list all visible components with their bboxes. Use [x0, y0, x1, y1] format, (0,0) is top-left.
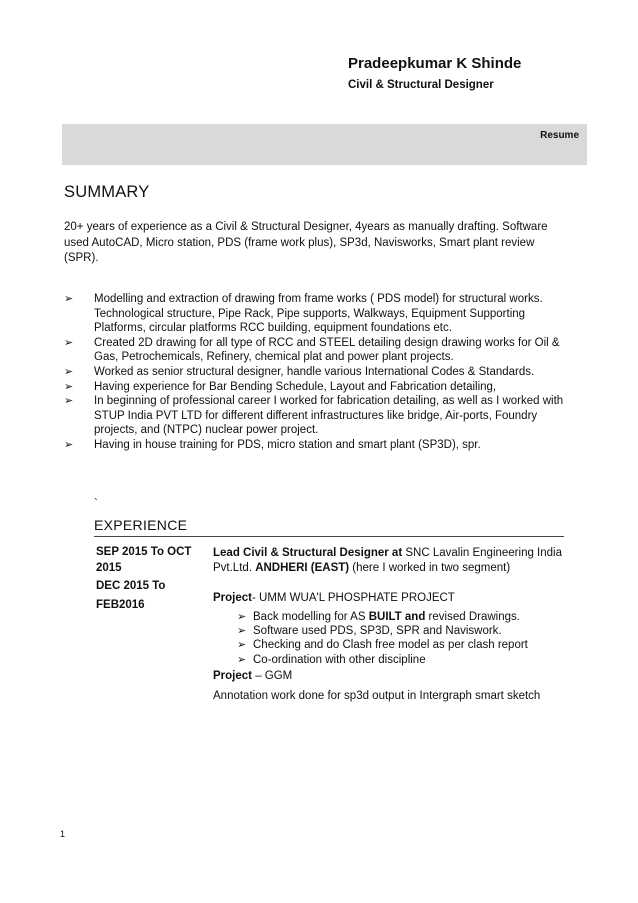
summary-bullet-text: In beginning of professional career I worked for fabrication detailing, as well as I worked with STUP India PVT LTD for different different infrastructures like bridge, Air-ports, Foundry projects, and (NTPC) nuclear power project.: [94, 395, 564, 437]
arrow-bullet-icon: ➢: [64, 293, 74, 305]
summary-bullet: [64, 380, 564, 395]
project-name: – GGM: [252, 670, 293, 683]
summary-bullet-text: Worked as senior structural designer, handle various International Codes & Standards.: [94, 365, 535, 378]
summary-bullet: [64, 292, 564, 336]
arrow-bullet-icon: ➢: [64, 438, 74, 451]
summary-bullet: [64, 394, 564, 438]
company-name: SNC Lavalin Engineering India Pvt.Ltd.: [213, 547, 562, 575]
summary-bullet-text: Created 2D drawing for all type of RCC and STEEL detailing design drawing works for Oil & Gas, Petrochemicals, Refinery, chemical plat and power plant projects.: [94, 336, 560, 364]
arrow-bullet-icon: ➢: [64, 336, 74, 349]
project-bullet-text: Back modelling for AS: [253, 610, 369, 623]
arrow-bullet-icon: ➢: [64, 395, 74, 408]
arrow-bullet-icon: ➢: [237, 639, 247, 652]
job-heading: [213, 546, 568, 576]
job-role: Lead Civil & Structural Designer at: [213, 547, 403, 559]
location-note: (here I worked in two segment): [349, 562, 511, 575]
project-bullet: [237, 638, 568, 652]
summary-bullet-text: Having in house training for PDS, micro station and smart plant (SP3D), spr.: [94, 438, 481, 451]
experience-divider: [94, 536, 564, 537]
stray-mark: `: [94, 498, 98, 510]
project-bullet: [237, 610, 568, 624]
project-heading: [213, 591, 568, 606]
date-range: DEC 2015 To: [96, 580, 166, 592]
project-label: Project: [213, 670, 252, 683]
project-description: Annotation work done for sp3d output in Intergraph smart sketch: [213, 690, 541, 703]
experience-heading: EXPERIENCE: [94, 517, 188, 533]
resume-label: Resume: [540, 130, 579, 141]
date-range: FEB2016: [96, 598, 145, 611]
summary-bullet-text: Having experience for Bar Bending Schedule, Layout and Fabrication detailing,: [94, 380, 497, 393]
project-label: Project: [213, 592, 252, 605]
project-bullet-text: Co-ordination with other discipline: [253, 653, 426, 666]
job-location: ANDHERI (EAST): [255, 562, 350, 575]
header-band: [62, 124, 587, 165]
candidate-title: Civil & Structural Designer: [348, 79, 494, 91]
project-bullet-text: Software used PDS, SP3D, SPR and Naviswork.: [253, 625, 502, 638]
arrow-bullet-icon: ➢: [237, 625, 247, 638]
summary-bullet-text: Modelling and extraction of drawing from frame works ( PDS model) for structural works. Technological structure, Pipe Rack, Pipe supports, Walkways, Equipment Supporting Platforms, circular platforms RCC building, equipment foundations etc.: [94, 293, 543, 335]
experience-dates: [96, 545, 206, 616]
candidate-name: Pradeepkumar K Shinde: [348, 55, 522, 72]
project-bullet-emphasis: BUILT and: [368, 610, 426, 623]
project-bullet: [237, 624, 568, 638]
arrow-bullet-icon: ➢: [64, 380, 74, 393]
project-bullet-text: revised Drawings.: [425, 610, 520, 623]
summary-bullet: [64, 336, 564, 365]
date-range: SEP 2015 To OCT 2015: [96, 546, 192, 574]
arrow-bullet-icon: ➢: [237, 610, 247, 623]
experience-details: [213, 546, 568, 705]
summary-bullet-list: [64, 292, 564, 453]
project-heading: [213, 669, 568, 684]
project-bullet-text: Checking and do Clash free model as per clash report: [253, 639, 528, 652]
summary-paragraph: 20+ years of experience as a Civil & Structural Designer, 4years as manually drafting. Software used AutoCAD, Micro station, PDS (frame work plus), SP3d, Navisworks, Smart plant review (SPR).: [64, 221, 548, 265]
page-number: 1: [60, 829, 66, 839]
project-bullet: [237, 653, 568, 667]
arrow-bullet-icon: ➢: [237, 653, 247, 666]
summary-bullet: [64, 438, 564, 453]
project-bullet-list: [213, 610, 568, 668]
project-name: - UMM WUA'L PHOSPHATE PROJECT: [252, 592, 455, 605]
arrow-bullet-icon: ➢: [64, 365, 74, 378]
summary-bullet: [64, 365, 564, 380]
summary-heading: SUMMARY: [64, 183, 150, 201]
